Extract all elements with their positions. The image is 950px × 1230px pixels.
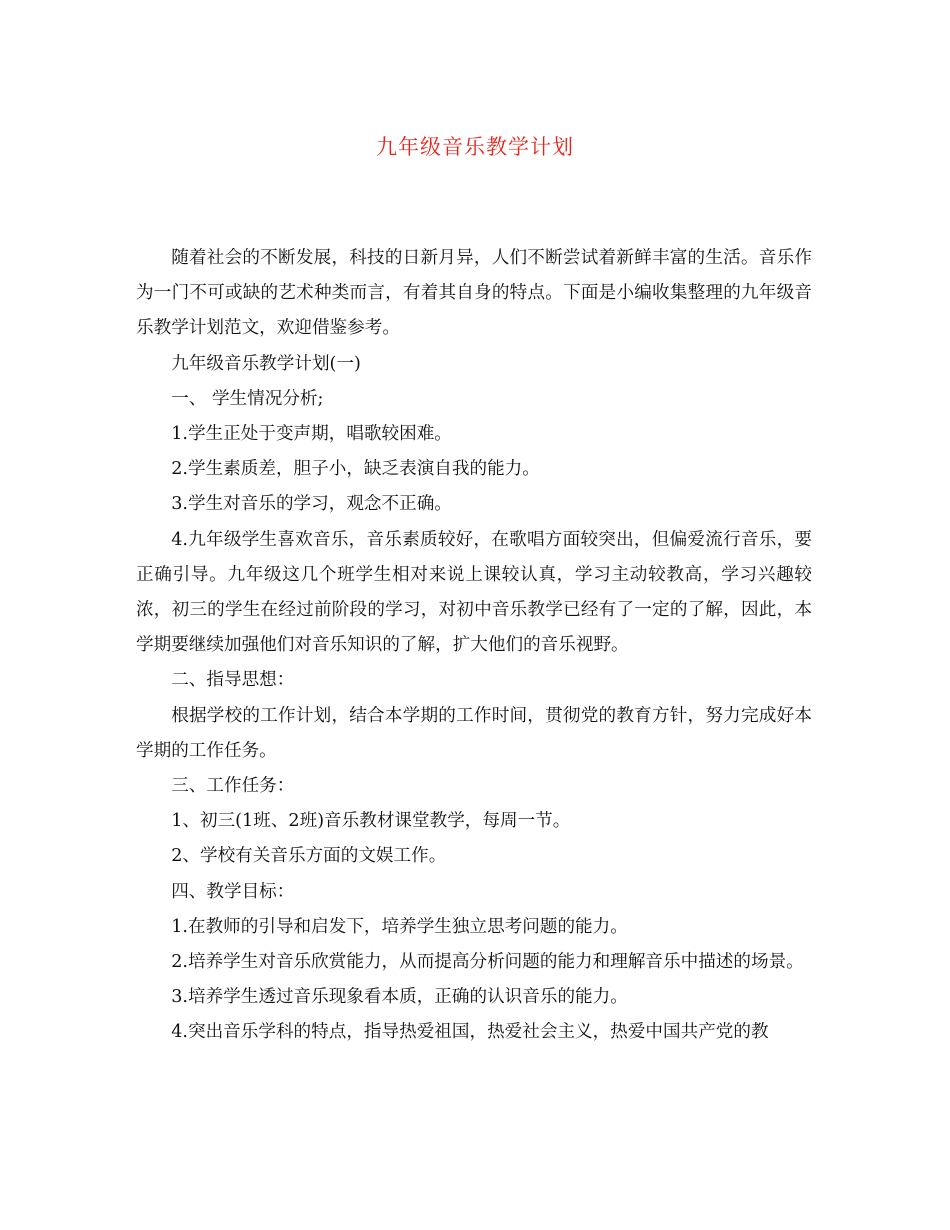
paragraph-goal-2: 2.培养学生对音乐欣赏能力，从而提高分析问题的能力和理解音乐中描述的场景。 (171, 952, 804, 973)
paragraph-task-2: 2、学校有关音乐方面的文娱工作。 (171, 846, 447, 867)
paragraph-guiding-thought-heading: 二、指导思想： (171, 670, 295, 691)
paragraph-goal-4: 4.突出音乐学科的特点，指导热爱祖国，热爱社会主义，热爱中国共产党的教 (171, 1022, 769, 1043)
paragraph-analysis-4: 4.九年级学生喜欢音乐，音乐素质较好，在歌唱方面较突出，但偏爱流行音乐，要正确引导。九年级这几个班学生相对来说上课较认真，学习主动较教高，学习兴趣较浓，初三的学生在经过前阶段的学习，对初中音乐教学已经有了一定的了解，因此，本学期要继续加强他们对音乐知识的了解，扩大他们的音乐视野。 (136, 529, 812, 656)
paragraph-section-heading: 九年级音乐教学计划(一) (171, 353, 361, 374)
paragraph-analysis-3: 3.学生对音乐的学习，观念不正确。 (171, 494, 452, 515)
paragraph-goal-1: 1.在教师的引导和启发下，培养学生独立思考问题的能力。 (171, 916, 628, 937)
paragraph-task-1: 1、初三(1班、2班)音乐教材课堂教学，每周一节。 (171, 811, 571, 832)
paragraph-goals-heading: 四、教学目标： (171, 881, 295, 902)
paragraph-analysis-1: 1.学生正处于变声期，唱歌较困难。 (171, 424, 452, 445)
paragraph-tasks-heading: 三、工作任务： (171, 776, 295, 797)
paragraph-intro: 随着社会的不断发展，科技的日新月异，人们不断尝试着新鲜丰富的生活。音乐作为一门不可或缺的艺术种类而言，有着其自身的特点。下面是小编收集整理的九年级音乐教学计划范文，欢迎借鉴参考。 (136, 248, 812, 339)
paragraph-guiding-thought: 根据学校的工作计划，结合本学期的工作时间，贯彻党的教育方针，努力完成好本学期的工作任务。 (136, 705, 812, 761)
paragraph-goal-3: 3.培养学生透过音乐现象看本质，正确的认识音乐的能力。 (171, 987, 628, 1008)
document-body (136, 241, 812, 1051)
document-title: 九年级音乐教学计划 (376, 135, 574, 159)
paragraph-analysis-2: 2.学生素质差，胆子小，缺乏表演自我的能力。 (171, 459, 540, 480)
paragraph-student-analysis-heading: 一、 学生情况分析; (171, 388, 324, 409)
